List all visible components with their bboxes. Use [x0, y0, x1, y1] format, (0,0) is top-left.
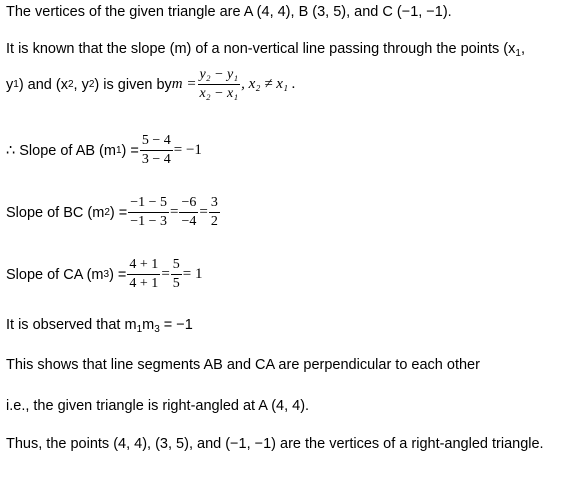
equals-sign: = [199, 204, 208, 220]
m3-subscript: 3 [103, 269, 110, 280]
and-x2-text: ) and (x [18, 76, 68, 93]
slope-ab-label-end: ) = [121, 142, 139, 159]
m3-subscript: 3 [154, 324, 160, 335]
observation-end: = −1 [159, 317, 193, 333]
slope-bc-fraction-3 [209, 194, 220, 231]
x1-subscript: 1 [515, 48, 521, 59]
slope-ca-label-end: ) = [109, 266, 127, 283]
slope-ab-fraction [140, 132, 173, 169]
slope-ca-denominator-2: 5 [172, 276, 180, 291]
slope-definition-line-2 [6, 66, 296, 103]
general-formula-denominator: x₂ − x₁ [199, 86, 239, 101]
slope-ca-fraction-1 [127, 256, 160, 293]
m1-subscript: 1 [115, 145, 122, 156]
given-by-text: ) is given by [94, 76, 172, 93]
slope-ca-result: = 1 [182, 266, 203, 282]
perpendicular-statement: This shows that line segments AB and CA are perpendicular to each other [6, 357, 480, 373]
slope-ab-result: = −1 [173, 142, 202, 158]
y1-text: y [6, 76, 14, 93]
slope-ab-line [6, 132, 202, 169]
slope-bc-line [6, 194, 221, 231]
slope-definition-text: It is known that the slope (m) of a non-vertical line passing through the points (x [6, 41, 516, 57]
vertices-statement: The vertices of the given triangle are A (4, 4), B (3, 5), and C (−1, −1). [6, 4, 452, 20]
slope-ca-line [6, 256, 203, 293]
slope-ab-label: ∴ Slope of AB (m [6, 142, 116, 159]
general-formula-lhs: m = [171, 76, 197, 92]
slope-bc-label-end: ) = [109, 204, 128, 221]
slope-bc-numerator-2: −6 [181, 195, 197, 210]
slope-bc-fraction-2 [179, 194, 198, 231]
general-formula-numerator: y₂ − y₁ [199, 67, 239, 82]
slope-bc-numerator-1: −1 − 5 [130, 195, 168, 210]
observation-line [6, 317, 193, 335]
y2-subscript: 2 [88, 79, 95, 90]
slope-bc-label: Slope of BC (m [6, 204, 105, 221]
slope-ca-denominator-1: 4 + 1 [129, 276, 159, 291]
slope-ab-numerator: 5 − 4 [141, 133, 171, 148]
general-formula-fraction [198, 66, 241, 103]
slope-ca-numerator-2: 5 [172, 257, 180, 272]
slope-definition-line-1 [6, 41, 525, 59]
observation-text: It is observed that m [6, 317, 137, 333]
observation-m: m [142, 317, 155, 333]
m2-subscript: 2 [104, 207, 110, 218]
equals-sign: = [170, 204, 179, 220]
slope-bc-fraction-1 [128, 194, 169, 231]
slope-bc-denominator-1: −1 − 3 [130, 214, 168, 229]
right-angle-statement: i.e., the given triangle is right-angled at A (4, 4). [6, 398, 310, 414]
slope-bc-denominator-3: 2 [210, 214, 218, 229]
general-formula-condition: , x₂ ≠ x₁ . [241, 76, 296, 92]
slope-bc-numerator-3: 3 [210, 195, 218, 210]
slope-bc-denominator-2: −4 [181, 214, 197, 229]
slope-ca-numerator-1: 4 + 1 [129, 257, 159, 272]
y1-subscript: 1 [13, 79, 19, 90]
y2-text: , y [73, 76, 89, 93]
m1-subscript: 1 [136, 324, 143, 335]
slope-ab-denominator: 3 − 4 [141, 152, 171, 167]
x2-subscript: 2 [67, 79, 74, 90]
slope-ca-fraction-2 [171, 256, 182, 293]
conclusion-statement: Thus, the points (4, 4), (3, 5), and (−1, −1) are the vertices of a right-angled triangle. [6, 436, 544, 452]
slope-ca-label: Slope of CA (m [6, 266, 104, 283]
comma: , [520, 41, 525, 57]
equals-sign: = [161, 266, 170, 282]
